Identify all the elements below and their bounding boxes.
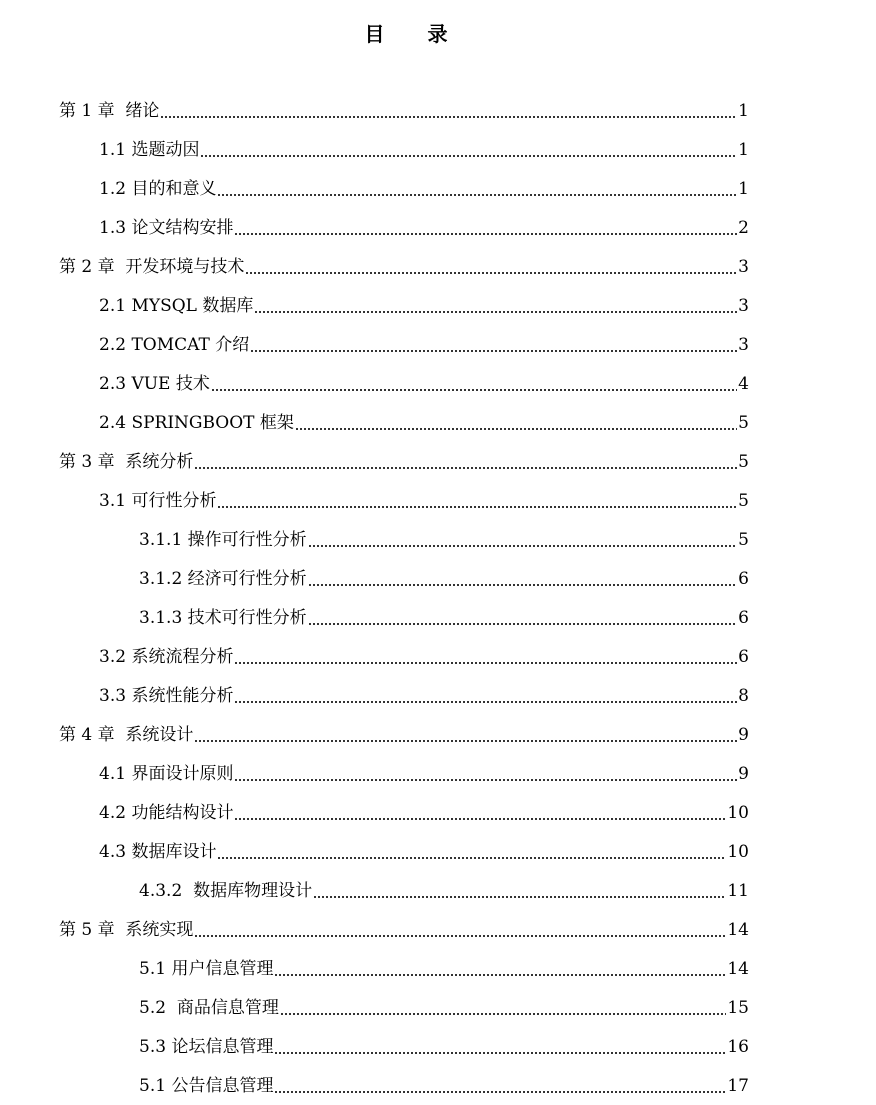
dot-leader xyxy=(250,333,737,357)
toc-entry-page-number: 6 xyxy=(738,569,749,589)
toc-entry[interactable] xyxy=(59,903,749,942)
toc-entry-label: 4.2 功能结构设计 xyxy=(99,803,234,823)
toc-entry[interactable] xyxy=(99,630,749,669)
toc-entry-label: 2.4 SPRINGBOOT 框架 xyxy=(99,413,294,433)
toc-entry[interactable] xyxy=(59,708,749,747)
toc-entry[interactable] xyxy=(99,474,749,513)
toc-entry-label: 5.1 用户信息管理 xyxy=(139,959,274,979)
dot-leader xyxy=(234,216,737,240)
dot-leader xyxy=(211,372,737,396)
toc-entry-label: 3.2 系统流程分析 xyxy=(99,647,234,667)
toc-entry[interactable] xyxy=(139,513,749,552)
toc-entry-page-number: 5 xyxy=(738,413,749,433)
toc-entry-page-number: 17 xyxy=(727,1076,749,1096)
toc-entry[interactable] xyxy=(99,201,749,240)
toc-entry-label: 第 1 章 绪论 xyxy=(59,101,160,121)
toc-entry-label: 2.3 VUE 技术 xyxy=(99,374,210,394)
toc-title: 目 录 xyxy=(364,22,466,46)
toc-entry-page-number: 6 xyxy=(738,608,749,628)
toc-entry-page-number: 2 xyxy=(738,218,749,238)
toc-entry-page-number: 5 xyxy=(738,452,749,472)
toc-entry-page-number: 11 xyxy=(727,881,749,901)
toc-entry-page-number: 5 xyxy=(738,530,749,550)
toc-entry-label: 第 3 章 系统分析 xyxy=(59,452,194,472)
toc-entry[interactable] xyxy=(139,864,749,903)
toc-entry-label: 2.2 TOMCAT 介绍 xyxy=(99,335,250,355)
toc-entry[interactable] xyxy=(99,669,749,708)
toc-entry[interactable] xyxy=(59,240,749,279)
toc-entry[interactable] xyxy=(59,435,749,474)
toc-entry[interactable] xyxy=(99,786,749,825)
toc-entry-page-number: 1 xyxy=(738,101,749,121)
dot-leader xyxy=(217,489,737,513)
dot-leader xyxy=(308,528,738,552)
toc-entry-label: 5.1 公告信息管理 xyxy=(139,1076,274,1096)
toc-entry-label: 4.1 界面设计原则 xyxy=(99,764,234,784)
toc-entry-label: 第 5 章 系统实现 xyxy=(59,920,194,940)
toc-entry-label: 1.1 选题动因 xyxy=(99,140,200,160)
toc-entry[interactable] xyxy=(99,357,749,396)
toc-entry[interactable] xyxy=(59,84,749,123)
toc-entry[interactable] xyxy=(139,981,749,1020)
toc-entry-page-number: 10 xyxy=(727,803,749,823)
dot-leader xyxy=(234,645,737,669)
toc-entry[interactable] xyxy=(139,591,749,630)
toc-entry-page-number: 8 xyxy=(738,686,749,706)
toc-entry[interactable] xyxy=(99,279,749,318)
toc-entry-page-number: 4 xyxy=(738,374,749,394)
toc-entry-label: 3.1.2 经济可行性分析 xyxy=(139,569,307,589)
toc-entry-label: 第 4 章 系统设计 xyxy=(59,725,194,745)
toc-entry-label: 5.3 论坛信息管理 xyxy=(139,1037,274,1057)
toc-entry-page-number: 9 xyxy=(738,764,749,784)
toc-entry-page-number: 9 xyxy=(738,725,749,745)
toc-entry-label: 4.3 数据库设计 xyxy=(99,842,217,862)
toc-entry-page-number: 1 xyxy=(738,140,749,160)
dot-leader xyxy=(313,879,726,903)
toc-entry[interactable] xyxy=(99,318,749,357)
dot-leader xyxy=(217,177,737,201)
dot-leader xyxy=(254,294,737,318)
toc-entry[interactable] xyxy=(139,1059,749,1098)
toc-entry[interactable] xyxy=(139,552,749,591)
toc-entry-page-number: 15 xyxy=(727,998,749,1018)
toc-entry-page-number: 14 xyxy=(727,959,749,979)
dot-leader xyxy=(308,567,738,591)
dot-leader xyxy=(274,1074,726,1098)
dot-leader xyxy=(160,99,737,123)
dot-leader xyxy=(274,957,726,981)
toc-entry-label: 4.3.2 数据库物理设计 xyxy=(139,881,313,901)
toc-entry-label: 3.3 系统性能分析 xyxy=(99,686,234,706)
dot-leader xyxy=(280,996,727,1020)
toc-entry-page-number: 1 xyxy=(738,179,749,199)
toc-entry[interactable] xyxy=(99,123,749,162)
toc-entry-page-number: 3 xyxy=(738,257,749,277)
toc-entry-label: 3.1.3 技术可行性分析 xyxy=(139,608,307,628)
toc-entry-page-number: 3 xyxy=(738,296,749,316)
toc-entry-label: 3.1 可行性分析 xyxy=(99,491,217,511)
toc-entry[interactable] xyxy=(139,942,749,981)
toc-entry[interactable] xyxy=(139,1020,749,1059)
dot-leader xyxy=(200,138,737,162)
toc-entry-page-number: 3 xyxy=(738,335,749,355)
dot-leader xyxy=(194,723,737,747)
toc-entry[interactable] xyxy=(99,747,749,786)
toc-entry-label: 第 2 章 开发环境与技术 xyxy=(59,257,245,277)
toc-entry-label: 1.3 论文结构安排 xyxy=(99,218,234,238)
toc-entry-label: 3.1.1 操作可行性分析 xyxy=(139,530,307,550)
toc-entry-page-number: 14 xyxy=(727,920,749,940)
toc-entry[interactable] xyxy=(99,825,749,864)
dot-leader xyxy=(234,684,737,708)
dot-leader xyxy=(295,411,737,435)
toc-entry[interactable] xyxy=(99,396,749,435)
toc-entry-page-number: 5 xyxy=(738,491,749,511)
dot-leader xyxy=(308,606,738,630)
toc-entry-label: 2.1 MYSQL 数据库 xyxy=(99,296,254,316)
toc-entry-page-number: 16 xyxy=(727,1037,749,1057)
toc-entry[interactable] xyxy=(99,162,749,201)
dot-leader xyxy=(234,762,737,786)
dot-leader xyxy=(194,918,726,942)
toc-entry-label: 1.2 目的和意义 xyxy=(99,179,217,199)
toc-entry-page-number: 6 xyxy=(738,647,749,667)
toc-entry-page-number: 10 xyxy=(727,842,749,862)
dot-leader xyxy=(274,1035,726,1059)
dot-leader xyxy=(217,840,726,864)
toc-entry-label: 5.2 商品信息管理 xyxy=(139,998,279,1018)
dot-leader xyxy=(194,450,737,474)
dot-leader xyxy=(245,255,737,279)
dot-leader xyxy=(234,801,726,825)
